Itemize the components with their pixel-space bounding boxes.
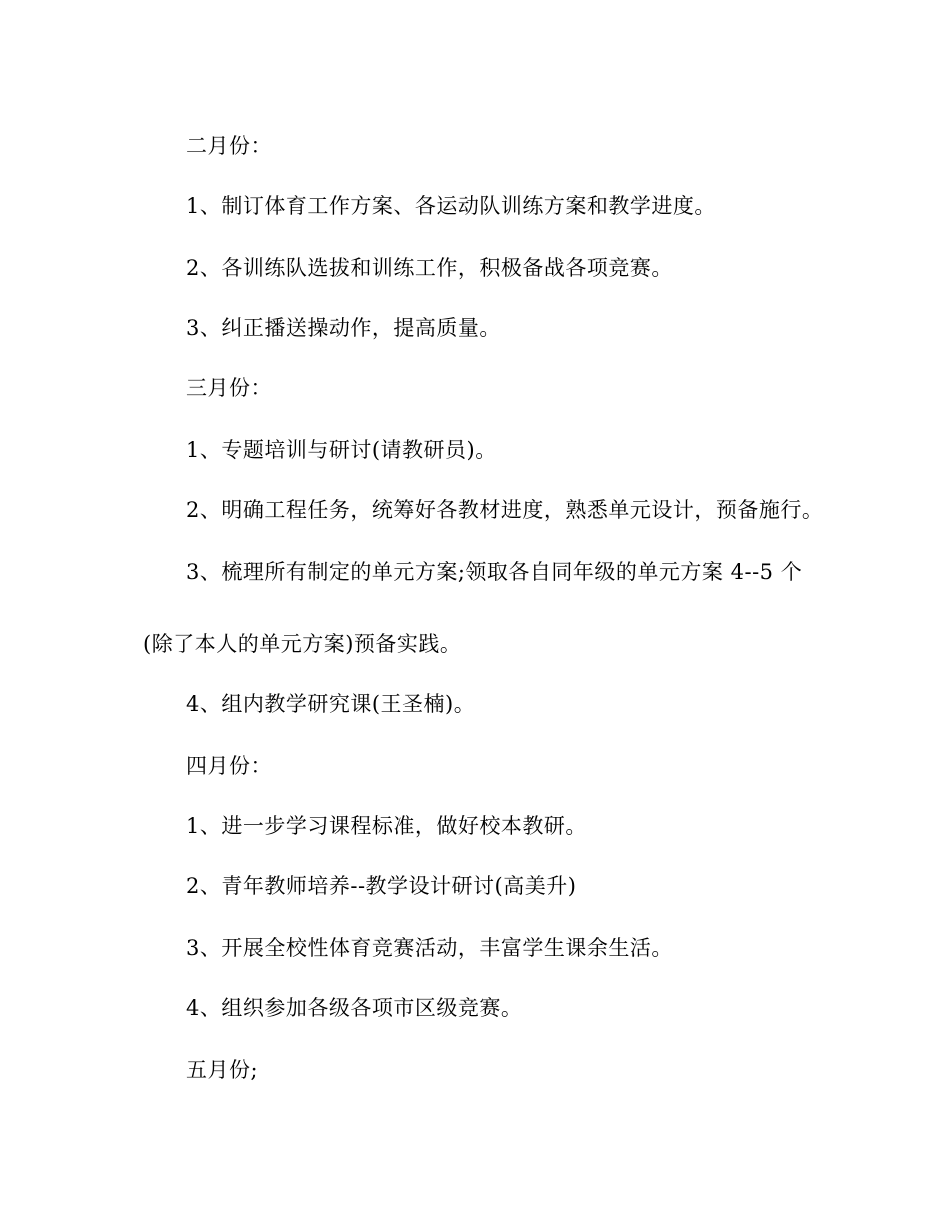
- paragraph: 1、进一步学习课程标准，做好校本教研。: [186, 814, 587, 838]
- heading-february: 二月份：: [186, 134, 272, 158]
- heading-march: 三月份：: [186, 376, 272, 400]
- paragraph: 3、纠正播送操动作，提高质量。: [186, 316, 501, 340]
- paragraph: 2、各训练队选拔和训练工作，积极备战各项竞赛。: [186, 256, 673, 280]
- paragraph: 2、青年教师培养--教学设计研讨(高美升): [186, 874, 577, 898]
- paragraph: 3、开展全校性体育竞赛活动，丰富学生课余生活。: [186, 936, 673, 960]
- heading-may: 五月份;: [186, 1058, 259, 1082]
- paragraph: 2、明确工程任务，统筹好各教材进度，熟悉单元设计，预备施行。: [186, 498, 824, 522]
- heading-april: 四月份：: [186, 754, 272, 778]
- paragraph: 4、组织参加各级各项市区级竞赛。: [186, 996, 523, 1020]
- paragraph-continuation: (除了本人的单元方案)预备实践。: [143, 632, 462, 656]
- paragraph: 1、专题培训与研讨(请教研员)。: [186, 438, 497, 462]
- paragraph: 3、梳理所有制定的单元方案;领取各自同年级的单元方案 4--5 个: [186, 560, 803, 584]
- paragraph: 4、组内教学研究课(王圣楠)。: [186, 692, 476, 716]
- paragraph: 1、制订体育工作方案、各运动队训练方案和教学进度。: [186, 194, 716, 218]
